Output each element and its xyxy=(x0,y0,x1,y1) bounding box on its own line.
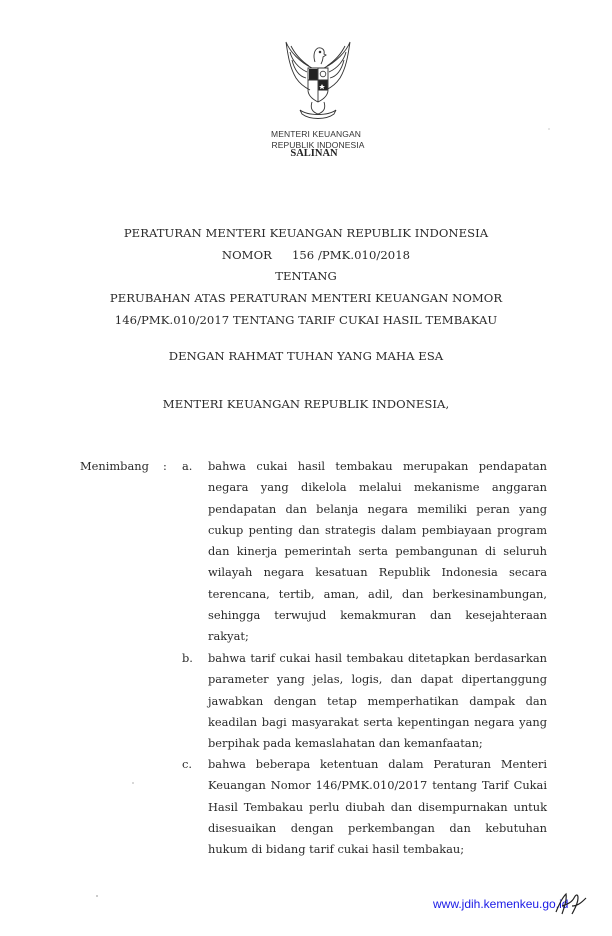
jdih-website-link[interactable]: www.jdih.kemenkeu.go.id xyxy=(433,897,569,911)
text-line: bahwa cukai hasil tembakau merupakan pendapatan xyxy=(208,459,547,473)
signature-initial-icon xyxy=(552,888,592,918)
regulation-title: PERATURAN MENTERI KEUANGAN REPUBLIK INDONESIA xyxy=(123,226,489,240)
scan-speck xyxy=(132,782,134,784)
text-line: rakyat; xyxy=(208,629,249,644)
consideration-b xyxy=(208,648,547,754)
menimbang-colon: : xyxy=(163,459,167,473)
ministry-name-line1: MENTERI KEUANGAN xyxy=(271,129,361,139)
text-line: negara yang dikelola melalui mekanisme anggaran xyxy=(208,480,547,495)
tentang-label: TENTANG xyxy=(275,269,337,283)
text-line: wilayah negara kesatuan Republik Indonesia secara xyxy=(208,565,547,580)
text-line: keadilan bagi masyarakat serta kepentingan negara yang xyxy=(208,714,547,729)
subject-line-1: PERUBAHAN ATAS PERATURAN MENTERI KEUANGAN NOMOR xyxy=(109,291,503,305)
salinan-stamp: SALINAN xyxy=(290,148,338,159)
garuda-emblem-icon xyxy=(282,38,354,122)
text-line: dan kinerja pemerintah serta pembangunan di seluruh xyxy=(208,544,547,559)
scan-speck xyxy=(96,895,98,897)
text-line: disesuaikan dengan perkembangan dan kebutuhan xyxy=(208,820,547,835)
consideration-a xyxy=(208,456,547,648)
item-letter-b: b. xyxy=(182,651,193,665)
invocation: DENGAN RAHMAT TUHAN YANG MAHA ESA xyxy=(168,349,444,363)
text-line: terencana, tertib, aman, adil, dan berkesinambungan, xyxy=(208,586,547,601)
scan-speck xyxy=(548,128,550,130)
text-line: Keuangan Nomor 146/PMK.010/2017 tentang Tarif Cukai xyxy=(208,778,547,793)
text-line: sehingga terwujud kemakmuran dan kesejahteraan xyxy=(208,608,547,623)
authority: MENTERI KEUANGAN REPUBLIK INDONESIA, xyxy=(162,397,450,411)
item-letter-a: a. xyxy=(182,459,193,473)
text-line: bahwa tarif cukai hasil tembakau ditetapkan berdasarkan xyxy=(208,651,547,665)
text-line: bahwa beberapa ketentuan dalam Peraturan Menteri xyxy=(208,757,547,771)
nomor-label: NOMOR xyxy=(221,248,272,262)
text-line: cukup penting dan strategis dalam pembiayaan program xyxy=(208,522,547,537)
ministry-name-line2: REPUBLIK INDONESIA xyxy=(271,140,365,150)
text-line: jawabkan dengan tetap memperhatikan dampak dan xyxy=(208,693,547,708)
text-line: berpihak pada kemaslahatan dan kemanfaatan; xyxy=(208,736,483,751)
consideration-c xyxy=(208,754,547,860)
text-line: hukum di bidang tarif cukai hasil tembakau; xyxy=(208,842,465,857)
menimbang-label: Menimbang xyxy=(80,459,149,473)
text-line: Hasil Tembakau perlu diubah dan disempurnakan untuk xyxy=(208,799,547,814)
item-letter-c: c. xyxy=(182,757,193,771)
nomor-value: 156 /PMK.010/2018 xyxy=(291,248,411,262)
subject-line-2: 146/PMK.010/2017 TENTANG TARIF CUKAI HASIL TEMBAKAU xyxy=(114,313,498,327)
text-line: pendapatan dan belanja negara memiliki peran yang xyxy=(208,501,547,516)
regulation-number xyxy=(0,248,612,262)
text-line: parameter yang jelas, logis, dan dapat dipertanggung xyxy=(208,672,547,687)
